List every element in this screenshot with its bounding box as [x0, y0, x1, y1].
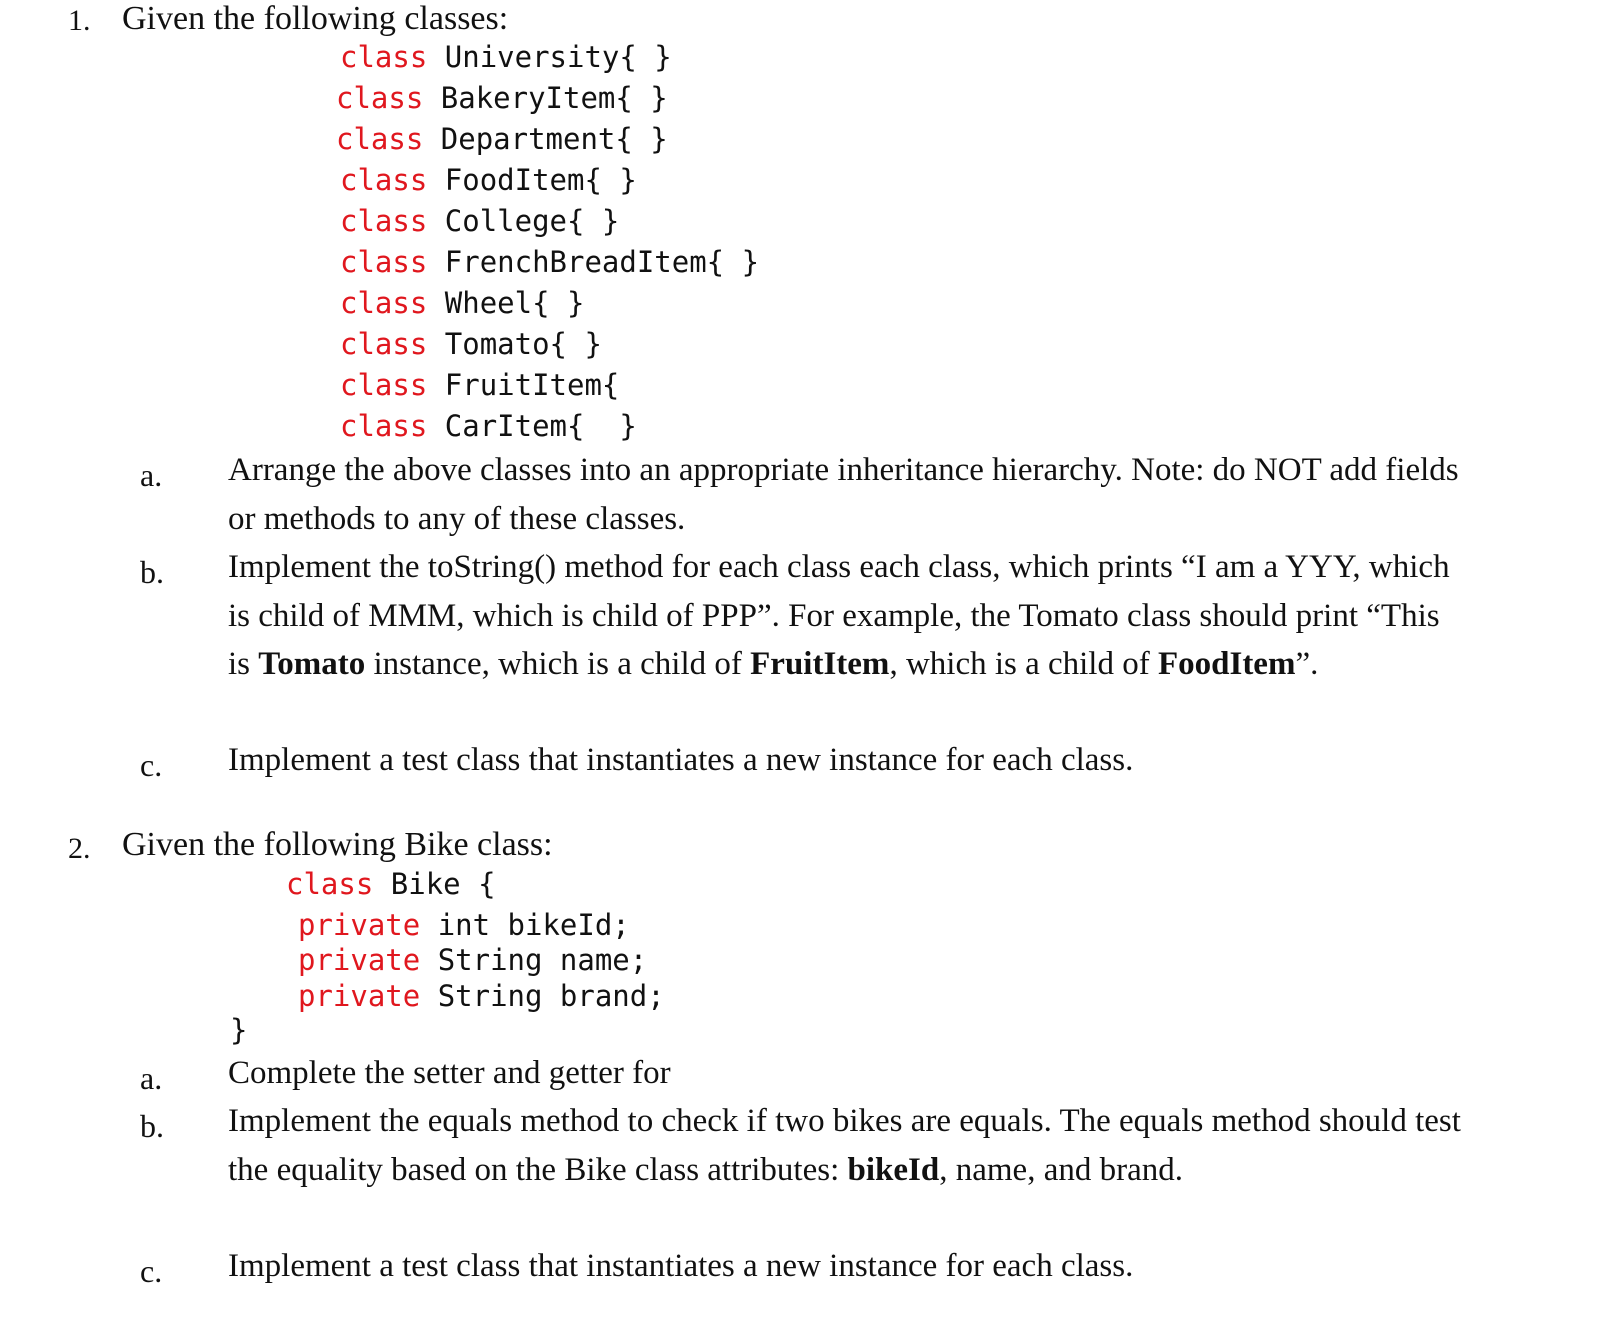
text-run: instance, which is a child of	[365, 646, 751, 682]
class-line	[340, 286, 585, 320]
class-keyword: class	[340, 368, 428, 402]
text-run: , name, and brand.	[939, 1151, 1183, 1188]
q1-item-b-label: b.	[140, 554, 164, 590]
text-run: ”.	[1295, 646, 1319, 682]
q2-item-a-text: Complete the setter and getter for	[228, 1055, 671, 1091]
text-run: , which is a child of	[889, 646, 1158, 682]
class-line	[340, 204, 620, 238]
q1-item-b-text	[228, 543, 1468, 689]
class-keyword: class	[340, 204, 428, 238]
q1-item-a-text: Arrange the above classes into an appropriate inheritance hierarchy. Note: do NOT add fields or methods to any of these classes.	[228, 452, 1459, 537]
question-2-title: Given the following Bike class:	[122, 826, 553, 863]
q2-item-c-label: c.	[140, 1253, 163, 1289]
question-1-title: Given the following classes:	[122, 0, 509, 37]
class-keyword: class	[286, 867, 374, 901]
bold-class-name: Tomato	[258, 646, 366, 682]
text-run: Implement the equals method to check if two bikes are equals. The equals method should test the equality based on the Bike class attributes:	[228, 1103, 1461, 1188]
field-declaration: int bikeId;	[437, 908, 630, 942]
class-declaration: BakeryItem{ }	[440, 81, 668, 115]
class-line	[336, 122, 668, 156]
class-declaration: FrenchBreadItem{ }	[444, 245, 760, 279]
class-keyword: class	[340, 327, 428, 361]
class-declaration: Department{ }	[440, 122, 668, 156]
class-declaration: FoodItem{ }	[444, 163, 637, 197]
text-run: Implement the toString() method for each class each class, which prints “I am a YYY, which is child of MMM, which is child of PPP”. For example, the Tomato class should print “This is	[228, 549, 1450, 682]
question-2-number: 2.	[68, 832, 91, 865]
class-line	[340, 409, 637, 443]
field-line	[298, 979, 665, 1013]
bold-class-name: FruitItem	[750, 646, 890, 682]
closing-brace: }	[230, 1013, 248, 1047]
class-line	[336, 81, 668, 115]
bike-class-declaration	[286, 867, 496, 901]
class-declaration: College{ }	[444, 204, 620, 238]
private-keyword: private	[298, 908, 421, 942]
q1-item-c-text: Implement a test class that instantiates a new instance for each class.	[228, 742, 1134, 778]
class-keyword: class	[340, 40, 428, 74]
class-keyword: class	[336, 81, 424, 115]
q2-item-b-text	[228, 1097, 1468, 1194]
class-line	[340, 368, 620, 402]
class-declaration: Wheel{ }	[444, 286, 585, 320]
bold-attribute-name: bikeId	[847, 1151, 940, 1188]
bold-class-name: FoodItem	[1157, 646, 1296, 682]
class-declaration: Tomato{ }	[444, 327, 602, 361]
field-declaration: String name;	[437, 943, 648, 977]
class-declaration: University{ }	[444, 40, 672, 74]
class-name: Bike {	[390, 867, 496, 901]
field-line	[298, 943, 648, 977]
class-keyword: class	[340, 163, 428, 197]
private-keyword: private	[298, 943, 421, 977]
q1-item-c-label: c.	[140, 747, 163, 783]
class-line	[340, 327, 602, 361]
class-keyword: class	[340, 286, 428, 320]
q1-item-a-label: a.	[140, 457, 163, 493]
class-keyword: class	[340, 245, 428, 279]
field-line	[298, 908, 630, 942]
q2-item-b-label: b.	[140, 1108, 164, 1144]
class-declaration: CarItem{ }	[444, 409, 637, 443]
private-keyword: private	[298, 979, 421, 1013]
class-declaration: FruitItem{	[444, 368, 620, 402]
question-1-number: 1.	[68, 4, 91, 37]
q2-item-c-text: Implement a test class that instantiates a new instance for each class.	[228, 1248, 1134, 1284]
class-line	[340, 245, 760, 279]
q2-item-a-label: a.	[140, 1060, 163, 1096]
class-line	[340, 40, 672, 74]
class-keyword: class	[340, 409, 428, 443]
field-declaration: String brand;	[437, 979, 665, 1013]
class-keyword: class	[336, 122, 424, 156]
class-line	[340, 163, 637, 197]
